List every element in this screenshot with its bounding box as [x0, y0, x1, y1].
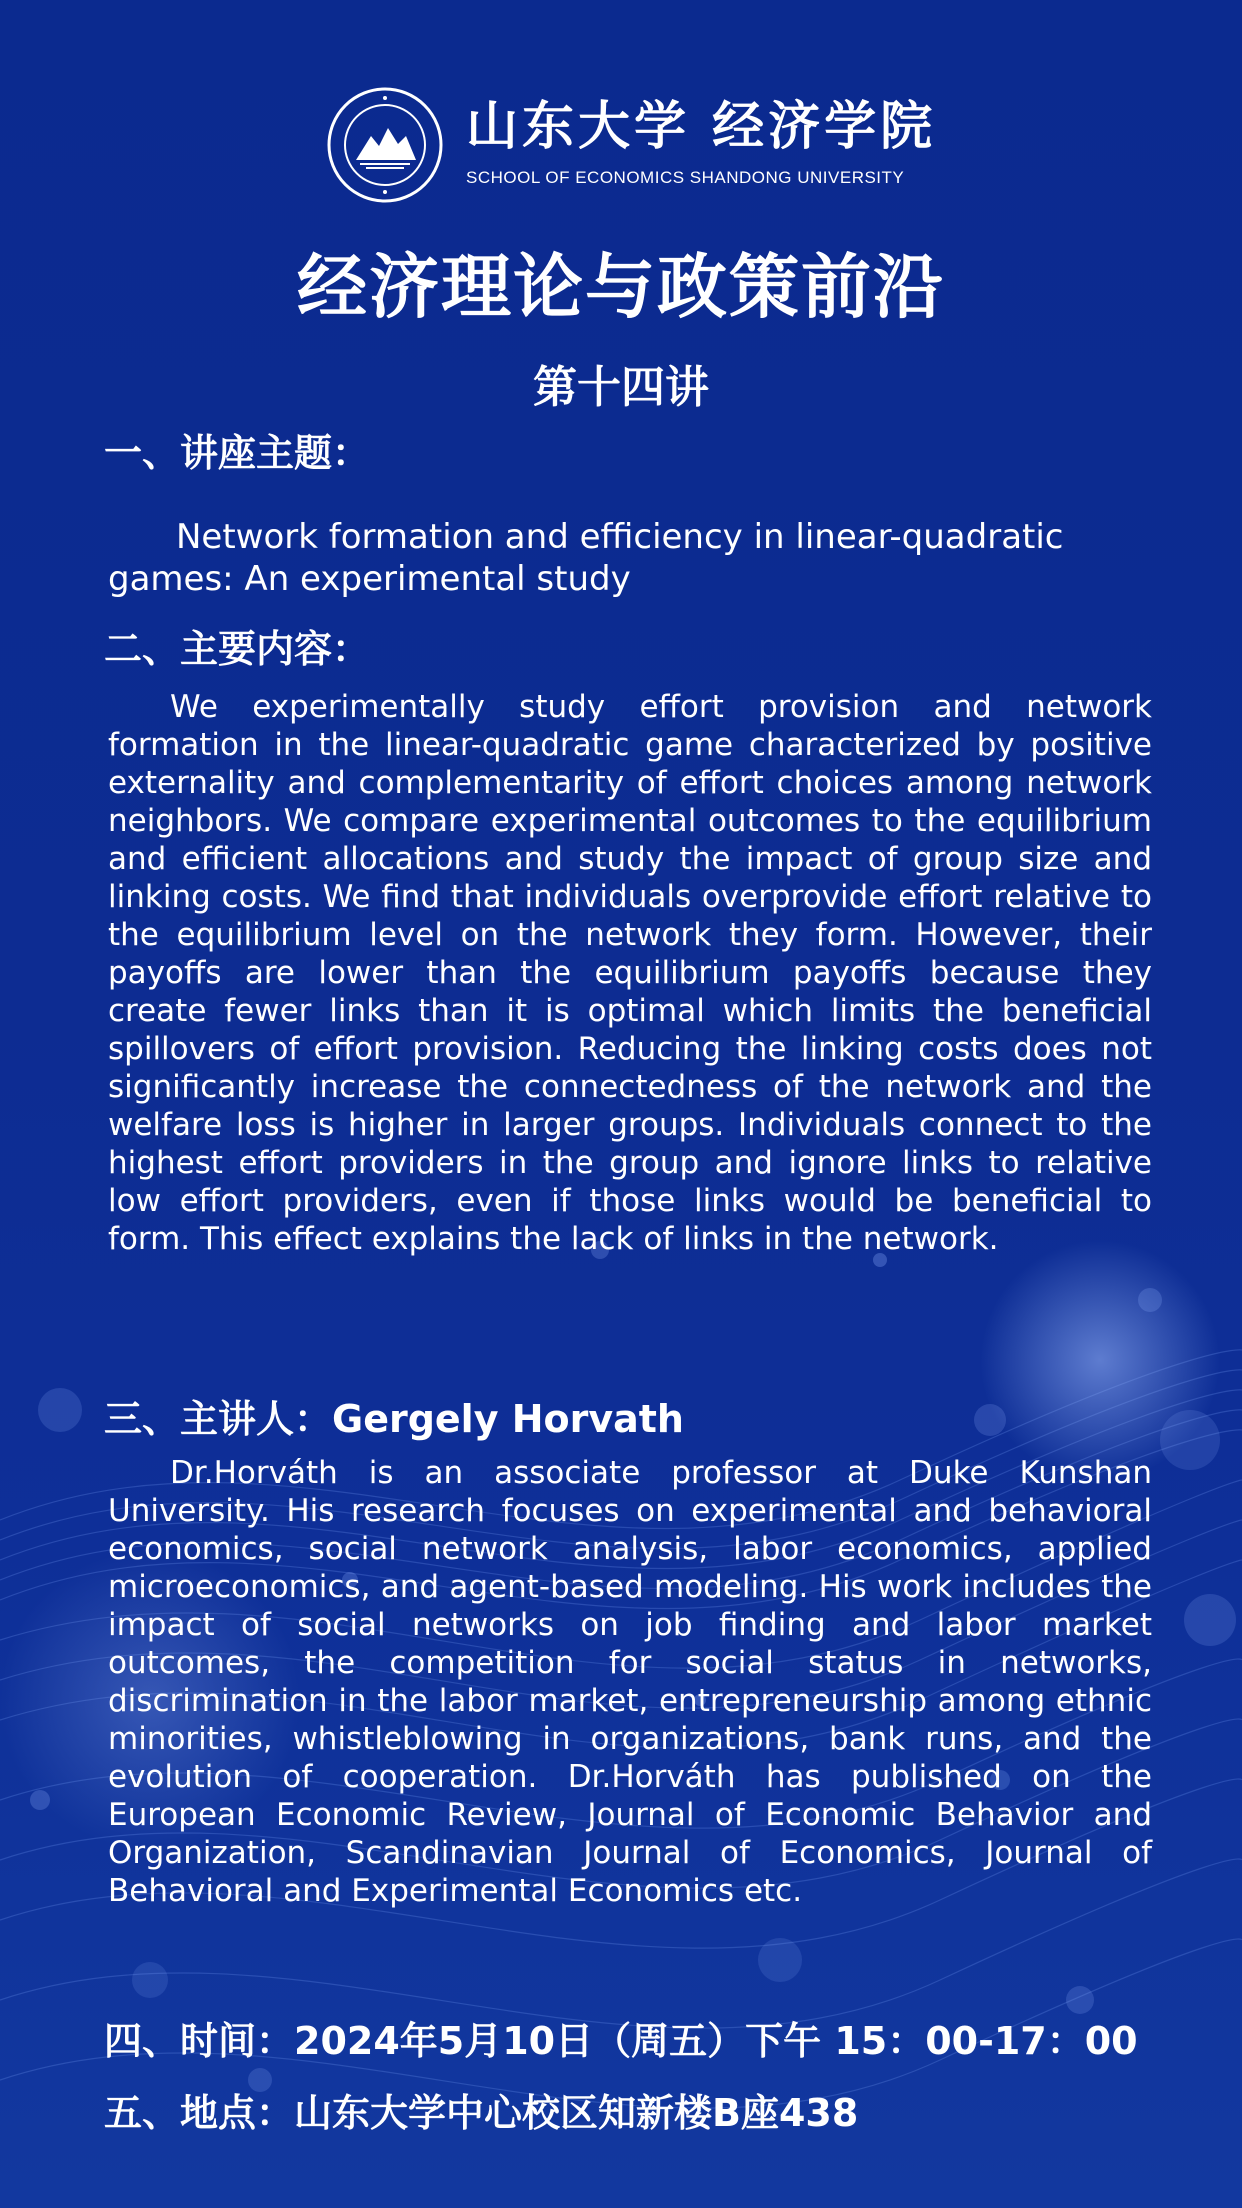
topic-heading: 一、讲座主题： — [104, 431, 371, 475]
school-name-chinese: 山东大学 经济学院 — [466, 96, 937, 157]
event-location: 五、地点：山东大学中心校区知新楼B座438 — [104, 2091, 859, 2135]
school-logo — [326, 86, 946, 206]
page-title: 经济理论与政策前沿 — [297, 245, 945, 328]
topic-text: Network formation and efficiency in linear-quadratic games: An experimental study — [108, 517, 1064, 599]
lecture-number: 第十四讲 — [533, 362, 709, 413]
speaker-heading: 三、主讲人：Gergely Horvath — [104, 1397, 684, 1441]
event-time: 四、时间：2024年5月10日（周五）下午 15：00-17：00 — [104, 2019, 1138, 2063]
speaker-bio-paragraph: Dr.Horváth is an associate professor at Duke Kunshan University. His research focuses on experimental and behavioral economics, social network analysis, labor economics, applied microeconomics, and agent-based modeling. His work includes the impact of social networks on job finding and labor market outcomes, the competition for social status in networks, discrimination in the labor market, entrepreneurship among ethnic minorities, whistleblowing in organizations, bank runs, and the evolution of cooperation. Dr.Horváth has published on the European Economic Review, Journal of Economic Behavior and Organization, Scandinavian Journal of Economics, Journal of Behavioral and Experimental Economics etc. — [108, 1455, 1152, 1909]
school-name-english: SCHOOL OF ECONOMICS SHANDONG UNIVERSITY — [466, 168, 905, 187]
university-seal-icon — [326, 86, 444, 204]
content-heading: 二、主要内容： — [104, 627, 371, 671]
content-paragraph: We experimentally study effort provision and network formation in the linear-quadratic game characterized by positive externality and complementarity of effort choices among network neighbors. We compare experimental outcomes to the equilibrium and efficient allocations and study the impact of group size and linking costs. We find that individuals overprovide effort relative to the equilibrium level on the network they form. However, their payoffs are lower than the equilibrium payoffs because they create fewer links than it is optimal which limits the beneficial spillovers of effort provision. Reducing the linking costs does not significantly increase the connectedness of the network and the welfare loss is higher in larger groups. Individuals connect to the highest effort providers in the group and ignore links to relative low effort providers, even if those links would be beneficial to form. This effect explains the lack of links in the network. — [108, 689, 1152, 1257]
